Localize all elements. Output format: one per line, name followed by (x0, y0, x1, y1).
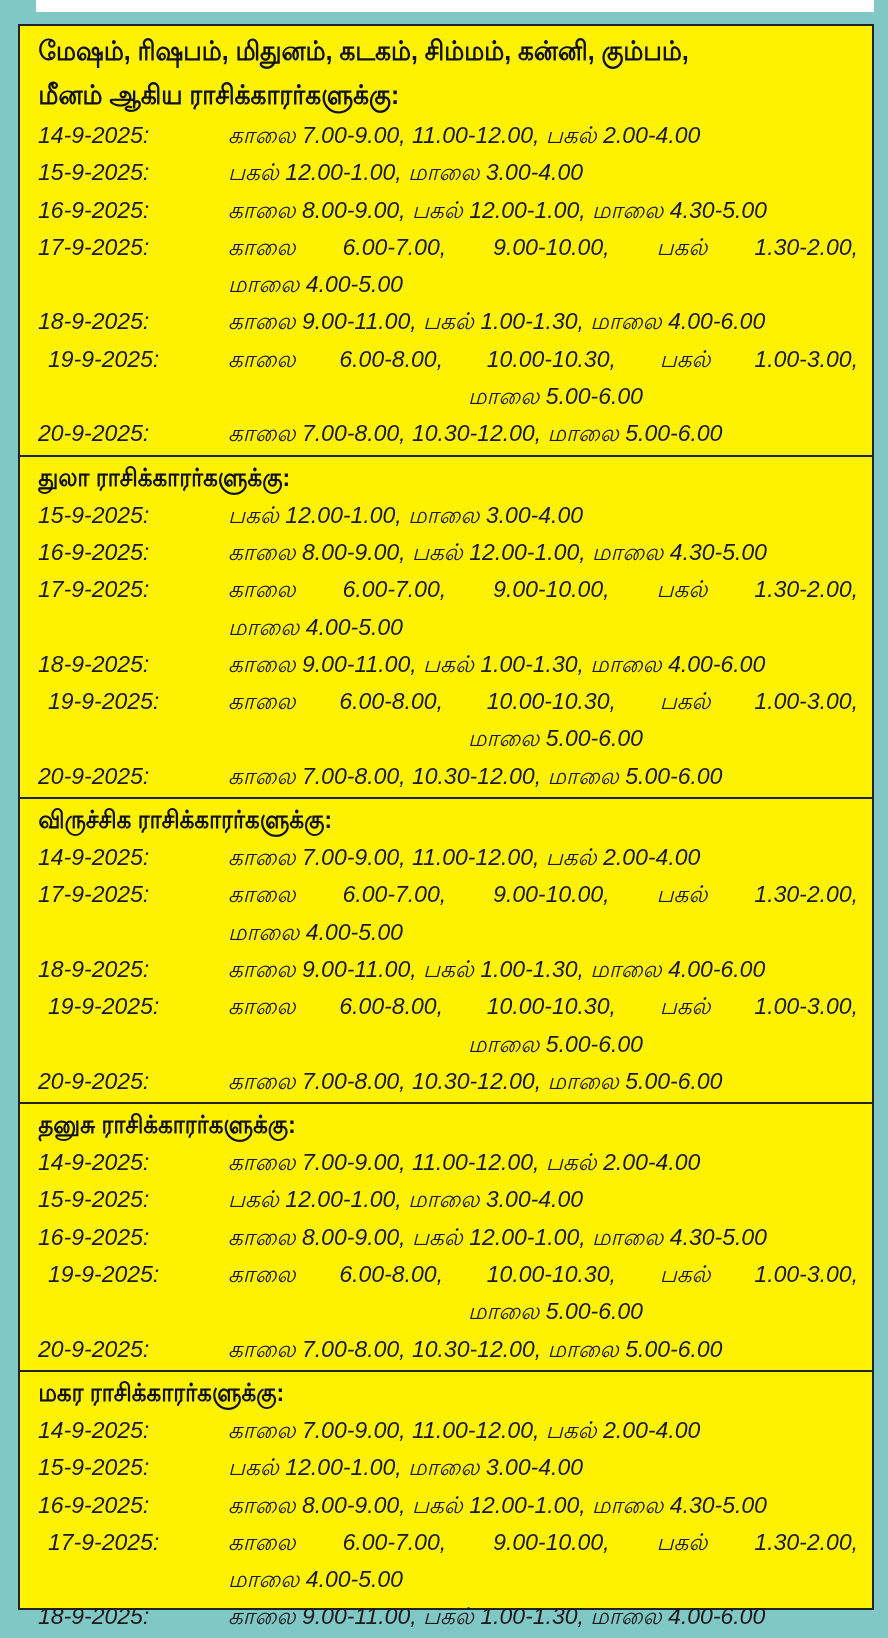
time-slots: காலை 6.00-7.00, 9.00-10.00, பகல் 1.30-2.00, (228, 576, 858, 603)
date-label: 17-9-2025: (48, 1528, 160, 1555)
date-label: 19-9-2025: (48, 1261, 160, 1288)
schedule-row (20, 1219, 872, 1256)
schedule-row (20, 951, 872, 988)
time-slots: காலை 7.00-9.00, 11.00-12.00, பகல் 2.00-4.00 (228, 122, 701, 148)
date-label: 20-9-2025: (38, 762, 150, 789)
section-title: மீனம் ஆகிய ராசிக்காரர்களுக்கு: (38, 80, 400, 110)
time-slots: காலை 9.00-11.00, பகல் 1.00-1.30, மாலை 4.00-6.00 (228, 955, 766, 982)
date-label: 19-9-2025: (48, 993, 160, 1020)
date-label: 14-9-2025: (38, 1416, 150, 1443)
schedule-row (20, 497, 872, 534)
schedule-row (20, 571, 872, 608)
time-slots-continued: மாலை 5.00-6.00 (468, 1298, 643, 1325)
time-slots: காலை 7.00-8.00, 10.30-12.00, மாலை 5.00-6.00 (228, 1335, 723, 1362)
rasi-section (20, 26, 872, 457)
schedule-row (20, 646, 872, 683)
date-label: 17-9-2025: (38, 576, 150, 603)
date-label: 20-9-2025: (38, 420, 150, 447)
time-slots: காலை 6.00-8.00, 10.00-10.30, பகல் 1.00-3.00, (228, 345, 858, 372)
rasi-section (20, 1104, 872, 1372)
time-slots: காலை 8.00-9.00, பகல் 12.00-1.00, மாலை 4.30-5.00 (228, 538, 767, 565)
schedule-row (20, 683, 872, 720)
date-label: 18-9-2025: (38, 308, 150, 335)
time-slots: பகல் 12.00-1.00, மாலை 3.00-4.00 (228, 1454, 584, 1481)
schedule-row (20, 534, 872, 571)
time-slots-continued: மாலை 4.00-5.00 (228, 271, 403, 298)
time-slots: காலை 8.00-9.00, பகல் 12.00-1.00, மாலை 4.30-5.00 (228, 1223, 767, 1250)
time-slots: காலை 7.00-8.00, 10.30-12.00, மாலை 5.00-6.00 (228, 762, 723, 789)
rasi-section (20, 457, 872, 799)
time-slots: பகல் 12.00-1.00, மாலை 3.00-4.00 (228, 501, 584, 528)
time-slots: காலை 9.00-11.00, பகல் 1.00-1.30, மாலை 4.00-6.00 (228, 650, 766, 677)
date-label: 19-9-2025: (48, 688, 160, 715)
schedule-row (20, 192, 872, 229)
date-label: 17-9-2025: (38, 233, 150, 260)
schedule-row (20, 758, 872, 795)
time-slots: காலை 7.00-8.00, 10.30-12.00, மாலை 5.00-6.00 (228, 1067, 723, 1094)
schedule-row (20, 1598, 872, 1635)
date-label: 14-9-2025: (38, 122, 150, 148)
date-label: 15-9-2025: (38, 501, 150, 528)
date-label: 16-9-2025: (38, 196, 150, 223)
time-slots: காலை 9.00-11.00, பகல் 1.00-1.30, மாலை 4.00-6.00 (228, 1603, 766, 1630)
schedule-box (18, 24, 874, 1630)
time-slots-continued: மாலை 5.00-6.00 (468, 1030, 643, 1057)
time-slots: காலை 9.00-11.00, பகல் 1.00-1.30, மாலை 4.00-6.00 (228, 308, 766, 335)
date-label: 16-9-2025: (38, 538, 150, 565)
schedule-row (20, 341, 872, 378)
section-title: துலா ராசிக்காரர்களுக்கு: (38, 463, 291, 492)
date-label: 20-9-2025: (38, 1067, 150, 1094)
schedule-row (20, 229, 872, 266)
date-label: 16-9-2025: (38, 1491, 150, 1518)
time-slots-continued: மாலை 4.00-5.00 (228, 1566, 403, 1593)
time-slots: காலை 8.00-9.00, பகல் 12.00-1.00, மாலை 4.30-5.00 (228, 1491, 767, 1518)
schedule-row (20, 1181, 872, 1218)
time-slots-continued: மாலை 5.00-6.00 (468, 383, 643, 410)
rasi-section (20, 799, 872, 1104)
date-label: 18-9-2025: (38, 650, 150, 677)
time-slots: காலை 6.00-7.00, 9.00-10.00, பகல் 1.30-2.00, (228, 233, 858, 260)
date-label: 15-9-2025: (38, 1186, 150, 1213)
date-label: 16-9-2025: (38, 1223, 150, 1250)
time-slots: காலை 7.00-9.00, 11.00-12.00, பகல் 2.00-4.00 (228, 1149, 701, 1176)
date-label: 14-9-2025: (38, 1149, 150, 1176)
time-slots-continued: மாலை 5.00-6.00 (468, 725, 643, 752)
schedule-row (20, 1256, 872, 1293)
schedule-row (20, 1524, 872, 1561)
schedule-row (20, 303, 872, 340)
date-label: 18-9-2025: (38, 1603, 150, 1630)
schedule-row (20, 839, 872, 876)
schedule-row (20, 1487, 872, 1524)
time-slots: காலை 6.00-7.00, 9.00-10.00, பகல் 1.30-2.00, (228, 1528, 858, 1555)
time-slots-continued: மாலை 4.00-5.00 (228, 918, 403, 945)
time-slots: காலை 7.00-9.00, 11.00-12.00, பகல் 2.00-4.00 (228, 1416, 701, 1443)
time-slots: பகல் 12.00-1.00, மாலை 3.00-4.00 (228, 1186, 584, 1213)
date-label: 15-9-2025: (38, 1454, 150, 1481)
top-white-banner (36, 0, 874, 12)
date-label: 19-9-2025: (48, 345, 160, 372)
schedule-row (20, 1063, 872, 1100)
schedule-row (20, 1449, 872, 1486)
section-title: விருச்சிக ராசிக்காரர்களுக்கு: (38, 806, 333, 835)
schedule-row (20, 1412, 872, 1449)
section-title: மேஷம், ரிஷபம், மிதுனம், கடகம், சிம்மம், கன்னி, கும்பம், (38, 36, 689, 66)
schedule-row (20, 415, 872, 452)
schedule-row (20, 117, 872, 154)
time-slots: காலை 7.00-9.00, 11.00-12.00, பகல் 2.00-4.00 (228, 844, 701, 871)
time-slots: காலை 6.00-7.00, 9.00-10.00, பகல் 1.30-2.00, (228, 881, 858, 908)
date-label: 15-9-2025: (38, 159, 150, 186)
section-title: தனுசு ராசிக்காரர்களுக்கு: (38, 1111, 296, 1140)
time-slots: காலை 6.00-8.00, 10.00-10.30, பகல் 1.00-3.00, (228, 1261, 858, 1288)
date-label: 20-9-2025: (38, 1335, 150, 1362)
time-slots: காலை 7.00-8.00, 10.30-12.00, மாலை 5.00-6.00 (228, 420, 723, 447)
time-slots-continued: மாலை 4.00-5.00 (228, 613, 403, 640)
time-slots: காலை 8.00-9.00, பகல் 12.00-1.00, மாலை 4.30-5.00 (228, 196, 767, 223)
schedule-row (20, 876, 872, 913)
schedule-row (20, 1144, 872, 1181)
date-label: 14-9-2025: (38, 844, 150, 871)
date-label: 17-9-2025: (38, 881, 150, 908)
time-slots: காலை 6.00-8.00, 10.00-10.30, பகல் 1.00-3.00, (228, 993, 858, 1020)
date-label: 18-9-2025: (38, 955, 150, 982)
schedule-row (20, 988, 872, 1025)
section-title: மகர ராசிக்காரர்களுக்கு: (38, 1378, 285, 1407)
schedule-row (20, 154, 872, 191)
schedule-row (20, 1331, 872, 1368)
time-slots: பகல் 12.00-1.00, மாலை 3.00-4.00 (228, 159, 584, 186)
rasi-section (20, 1372, 872, 1638)
time-slots: காலை 6.00-8.00, 10.00-10.30, பகல் 1.00-3.00, (228, 688, 858, 715)
